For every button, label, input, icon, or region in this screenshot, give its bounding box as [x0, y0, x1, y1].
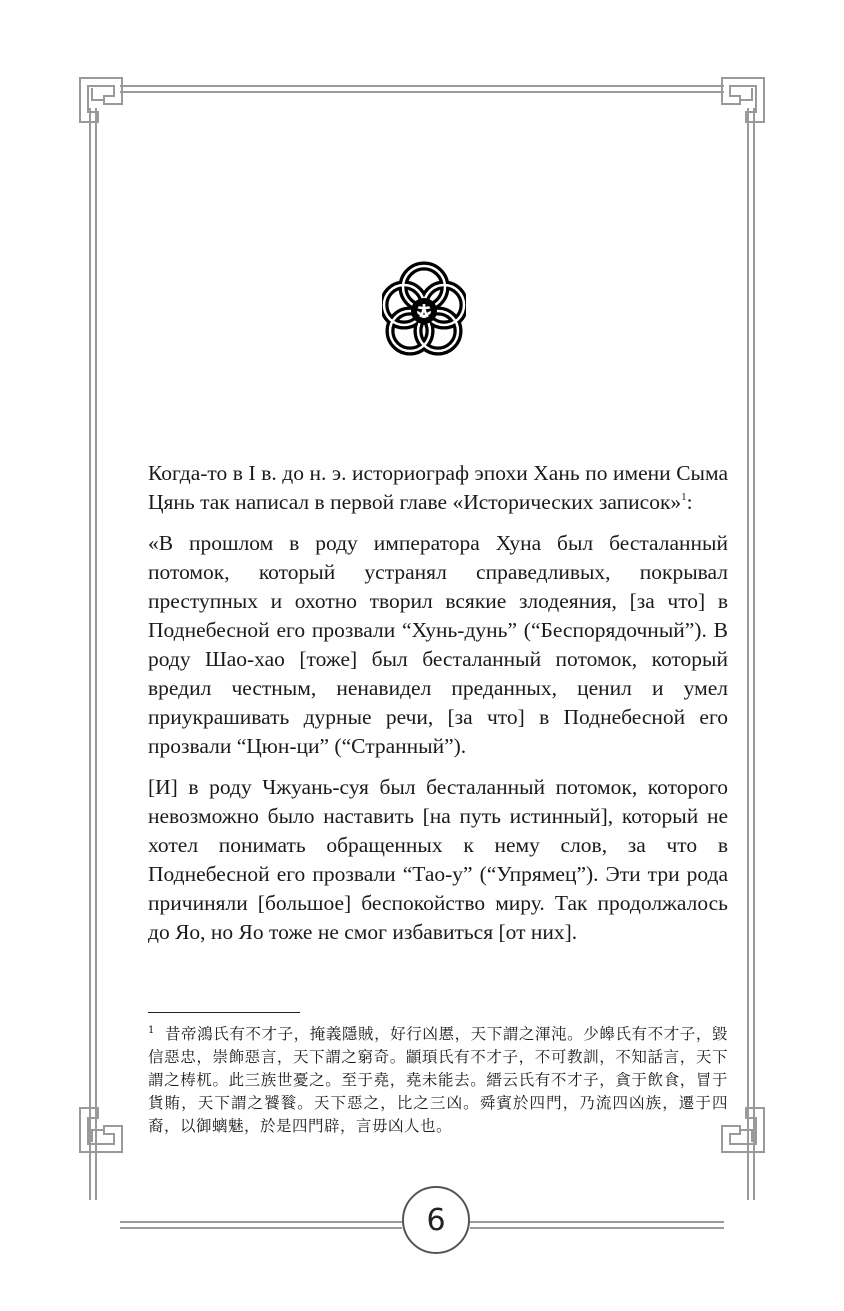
fret-corner-icon	[722, 78, 764, 122]
fret-corner-icon	[80, 1108, 122, 1152]
fret-corner-icon	[722, 1108, 764, 1152]
paragraph-2: «В прошлом в роду императора Хуна был бесталанный потомок, который устранял справедливых, покрывал преступных и охотно творил всякие злодеяния, [за что] в Поднебесной его прозвали “Хунь-дунь” (“Беспорядочный”). В роду Шао-хао [тоже] был бесталанный потомок, который вредил честным, ненавидел преданных, ценил и умел приукрашивать дурные речи, [за что] в Поднебесной его прозвали “Цюн-ци” (“Странный”).	[148, 531, 728, 758]
paragraph-1: Когда-то в I в. до н. э. историограф эпохи Хань по имени Сыма Цянь так написал в первой главе «Исторических записок»$^1$:	[148, 461, 728, 514]
paragraph-3: [И] в роду Чжуань-суя был бесталанный потомок, которого невозможно было наставить [на путь истинный], который не хотел понимать обращенных к нему слов, за что в Поднебесной его прозвали “Тао-у” (“Упрямец”). Эти три рода причиняли [большое] беспокойство миру. Так продолжалось до Яо, но Яо тоже не смог избавиться [от них].	[148, 775, 728, 944]
footnote-text: 昔帝鴻氏有不才子，掩義隱賊，好行凶慝，天下謂之渾沌。少皞氏有不才子，毀信惡忠，崇飾惡言，天下謂之窮奇。顓頊氏有不才子，不可教訓，不知話言，天下謂之梼杌。此三族世憂之。至于堯，堯未能去。縉云氏有不才子，貪于飲食，冒于貨賄，天下謂之饕餮。天下惡之，比之三凶。舜賓於四門，乃流四凶族，遷于四裔，以御螭魅，於是四門辟，言毋凶人也。	[148, 1025, 728, 1135]
footnote	[148, 1019, 728, 1138]
footnote-reference[interactable]: 1	[681, 491, 687, 503]
main-text	[148, 459, 728, 959]
footnote-marker: 1	[148, 1025, 155, 1036]
fret-corner-icon	[80, 78, 122, 122]
footnote-divider	[148, 1012, 300, 1013]
page-number: 6	[402, 1186, 470, 1254]
knot-emblem-icon	[382, 257, 466, 361]
